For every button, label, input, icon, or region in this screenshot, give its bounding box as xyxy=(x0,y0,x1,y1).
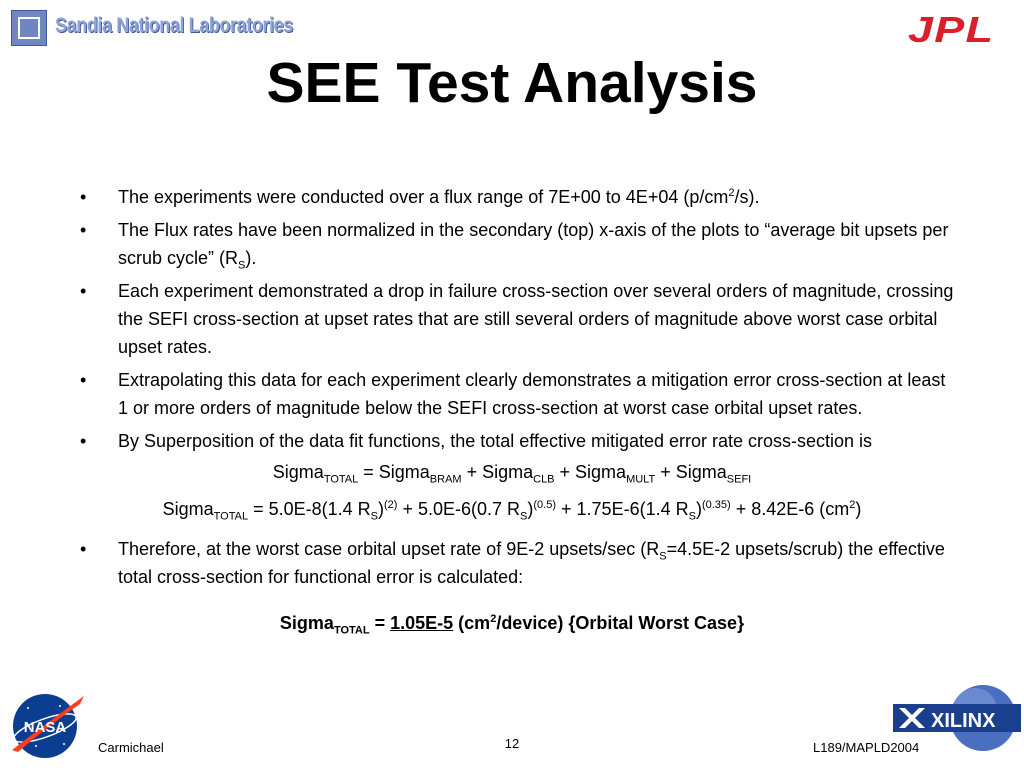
footer-author: Carmichael xyxy=(98,740,164,755)
bullet-list xyxy=(80,183,960,455)
svg-text:XILINX: XILINX xyxy=(931,710,996,732)
footer-reference: L189/MAPLD2004 xyxy=(813,740,920,755)
svg-text:NASA: NASA xyxy=(23,719,67,736)
bullet-item: • Extrapolating this data for each experiment clearly demonstrates a mitigation error cross-section at least 1 or more orders of magnitude below the SEFI cross-section at worst case orbital upset rates. xyxy=(80,370,946,418)
nasa-logo xyxy=(8,686,86,764)
equation-sum: Sigma$_{TOTAL}$ = Sigma$_{BRAM}$ + Sigma$_{CLB}$ + Sigma$_{MULT}$ + Sigma$_{SEFI}$ xyxy=(272,462,752,486)
final-result: Sigma$_{TOTAL}$ = 1.05E-5 $(cm^2/device)$ {Orbital Worst Case} xyxy=(279,613,745,637)
bullet-item: • The Flux rates have been normalized in the secondary (top) x-axis of the plots to “average bit upsets per scrub cycle” $(R_S)$. xyxy=(80,220,949,272)
bullet-item-conclusion: • Therefore, at the worst case orbital upset rate of 9E-2 upsets/sec ($R_S=4.5E-2$ upsets/scrub) the effective total cross-section for functional error is calculated: xyxy=(80,539,945,587)
bullet-item: • The experiments were conducted over a flux range of 7E+00 to 4E+04 $(p/cm^2/s)$. xyxy=(80,187,760,207)
bullet-item: • By Superposition of the data fit functions, the total effective mitigated error rate cross-section is xyxy=(80,431,873,451)
slide-title: SEE Test Analysis xyxy=(266,51,758,115)
sandia-mark-icon xyxy=(11,10,47,46)
sandia-logo xyxy=(11,10,293,46)
jpl-logo: JPL xyxy=(908,9,995,50)
bullet-item: • Each experiment demonstrated a drop in failure cross-section over several orders of magnitude, crossing the SEFI cross-section at upset rates that are still several orders of magnitude above worst case orbital upset rates. xyxy=(80,281,954,357)
result-value: 1.05E-5 xyxy=(390,613,454,633)
equation-values: Sigma$_{TOTAL}$ = 5.0E-8(1.4 $R_S)^{(2)} + 5.0E-6(0.7$ $R_S)^{(0.5)} + 1.75E-6(1.4$ $R_S)^{(0.35)} + 8.42E-6$ $(cm^2)$ xyxy=(162,499,862,523)
footer-page-number: 12 xyxy=(504,736,520,751)
sandia-logo-text: Sandia National Laboratories xyxy=(55,14,293,37)
